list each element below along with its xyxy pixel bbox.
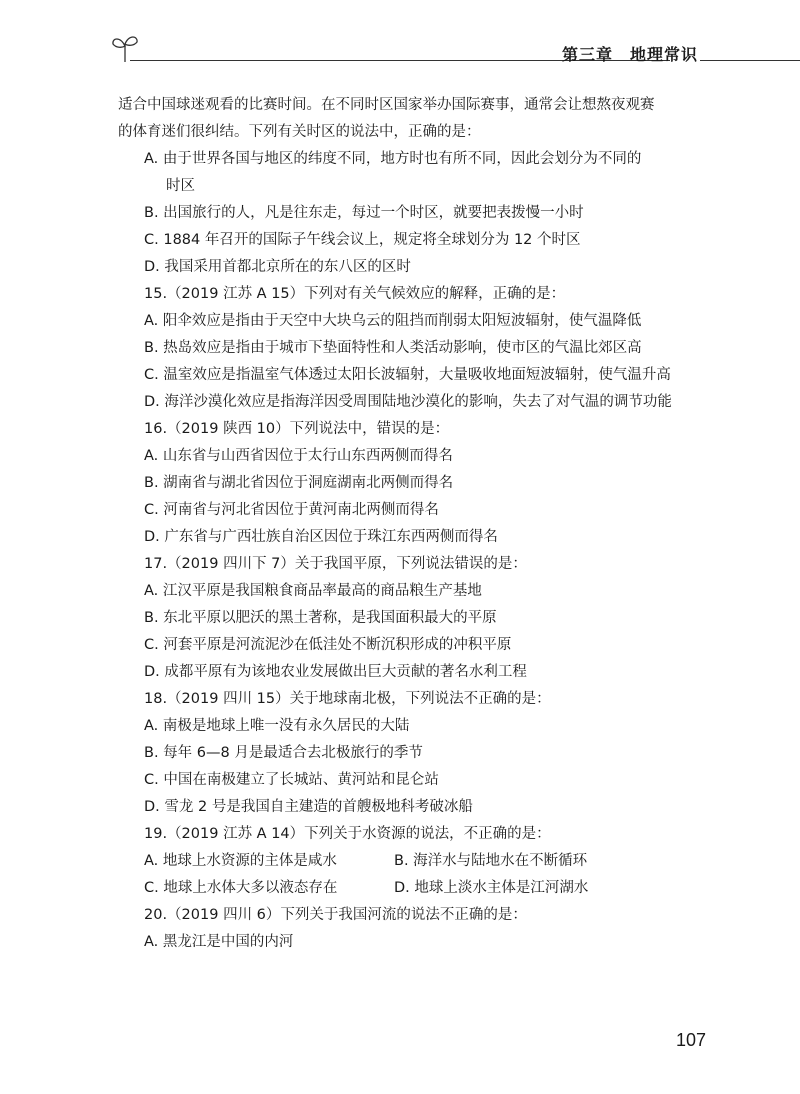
option-b: B. 东北平原以肥沃的黑土著称，是我国面积最大的平原 [144,610,497,626]
header-rule-right [700,60,800,61]
option-b: B. 湖南省与湖北省因位于洞庭湖南北两侧而得名 [144,475,454,491]
option-c: C. 中国在南极建立了长城站、黄河站和昆仑站 [144,772,439,788]
question-15: 15.（2019 江苏 A 15）下列对有关气候效应的解释，正确的是： [144,286,566,302]
question-16: 16.（2019 陕西 10）下列说法中，错误的是： [144,421,450,437]
option-row [118,848,708,875]
sprout-icon [110,30,140,64]
page-header [110,30,705,70]
option-c: C. 河套平原是河流泥沙在低洼处不断沉积形成的冲积平原 [144,637,512,653]
option-b: B. 海洋水与陆地水在不断循环 [394,853,588,869]
option-b: B. 每年 6—8 月是最适合去北极旅行的季节 [144,745,423,761]
option-a: A. 山东省与山西省因位于太行山东西两侧而得名 [144,448,453,464]
option-a: A. 由于世界各国与地区的纬度不同，地方时也有所不同，因此会划分为不同的 [144,151,642,167]
option-row [118,875,708,902]
question-18: 18.（2019 四川 15）关于地球南北极，下列说法不正确的是： [144,691,551,707]
option-d: D. 海洋沙漠化效应是指海洋因受周围陆地沙漠化的影响，失去了对气温的调节功能 [144,394,672,410]
option-a: A. 南极是地球上唯一没有永久居民的大陆 [144,718,410,734]
option-d: D. 成都平原有为该地农业发展做出巨大贡献的著名水利工程 [144,664,527,680]
option-c: C. 地球上水体大多以液态存在 [144,880,338,896]
page-number: 107 [676,1030,707,1050]
option-a: A. 阳伞效应是指由于天空中大块乌云的阻挡而削弱太阳短波辐射，使气温降低 [144,313,642,329]
option-d: D. 我国采用首都北京所在的东八区的区时 [144,259,411,275]
option-a: A. 黑龙江是中国的内河 [144,934,294,950]
question-20: 20.（2019 四川 6）下列关于我国河流的说法不正确的是： [144,907,527,923]
option-b: B. 出国旅行的人，凡是往东走，每过一个时区，就要把表拨慢一小时 [144,205,584,221]
option-c: C. 河南省与河北省因位于黄河南北两侧而得名 [144,502,439,518]
option-d: D. 雪龙 2 号是我国自主建造的首艘极地科考破冰船 [144,799,473,815]
option-a-continued: 时区 [166,178,195,194]
option-c: C. 温室效应是指温室气体透过太阳长波辐射，大量吸收地面短波辐射，使气温升高 [144,367,671,383]
question-19: 19.（2019 江苏 A 14）下列关于水资源的说法，不正确的是： [144,826,551,842]
option-a: A. 地球上水资源的主体是咸水 [144,853,337,869]
option-b: B. 热岛效应是指由于城市下垫面特性和人类活动影响，使市区的气温比郊区高 [144,340,642,356]
body-text-line: 的体育迷们很纠结。下列有关时区的说法中，正确的是： [118,124,481,140]
page-content [118,92,708,956]
option-d: D. 广东省与广西壮族自治区因位于珠江东西两侧而得名 [144,529,498,545]
option-c: C. 1884 年召开的国际子午线会议上，规定将全球划分为 12 个时区 [144,232,581,248]
option-d: D. 地球上淡水主体是江河湖水 [394,880,589,896]
option-a: A. 江汉平原是我国粮食商品率最高的商品粮生产基地 [144,583,482,599]
chapter-title: 第三章 地理常识 [562,45,699,64]
body-text-line: 适合中国球迷观看的比赛时间。在不同时区国家举办国际赛事，通常会让想熬夜观赛 [118,97,655,113]
question-17: 17.（2019 四川下 7）关于我国平原，下列说法错误的是： [144,556,527,572]
